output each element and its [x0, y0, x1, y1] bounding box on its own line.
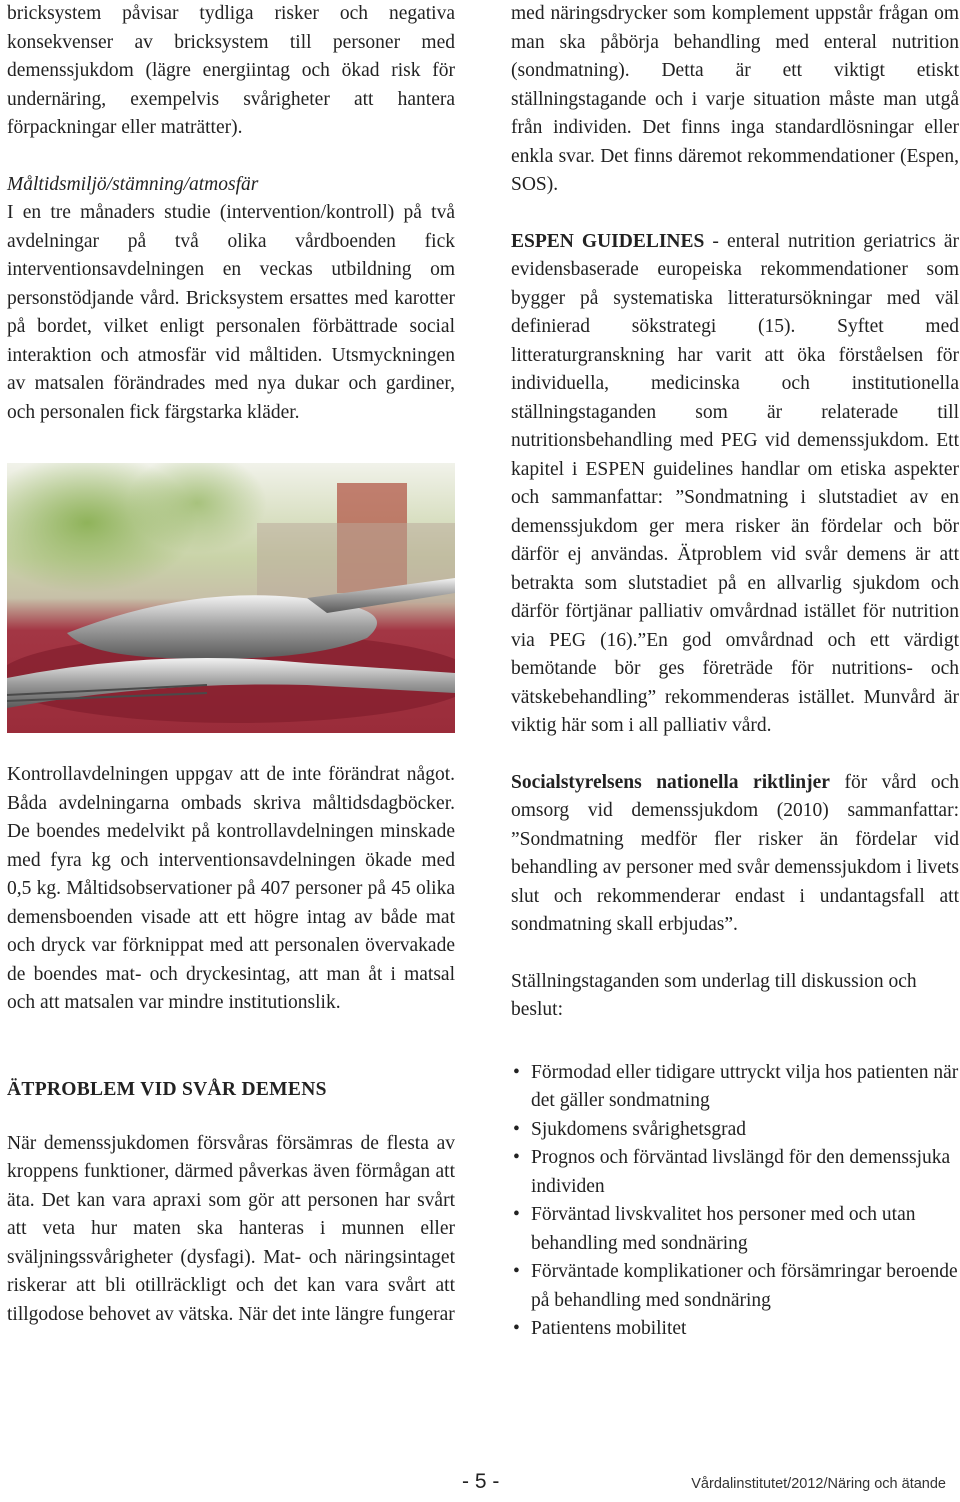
list-intro: Ställningstaganden som underlag till diskussion och beslut:	[511, 970, 917, 1020]
considerations-list	[511, 1059, 959, 1344]
list-item: • Patientens mobilitet	[511, 1315, 959, 1344]
socialstyrelsen-label: Socialstyrelsens nationella riktlinjer	[511, 771, 830, 793]
list-item: • Sjukdomens svårighetsgrad	[511, 1116, 959, 1145]
left-column	[7, 0, 455, 1329]
socialstyrelsen-text: för vård och omsorg vid demenssjukdom (2010) sammanfattar: ”Sondmatning medför fler risker än fördelar vid behandling av personer med svår demenssjukdom i livets slut och rekommenderar endast i undantagsfall att sondmatning skall erbjudas”.	[511, 771, 959, 935]
right-column	[511, 0, 959, 1344]
page-number: - 5 -	[462, 1470, 500, 1493]
paragraph-espen	[511, 228, 959, 741]
espen-text: - enteral nutrition geriatrics är evidensbaserade europeiska rekommendationer som bygger på systematiska litteratursökningar med väl definierad sökstrategi (15). Syftet med litteraturgranskning har varit att öka förståelsen för individuella, medicinska och institutionella ställningstaganden som är relaterade till nutritionsbehandling med PEG vid demenssjukdom. Ett kapitel i ESPEN guidelines handlar om etiska aspekter och sammanfattar: ”Sondmatning i slutstadiet av en demenssjukdom ger mera risker än fördelar och bör därför ej användas. Ätproblem vid svår demens är att betrakta som slutstadiet på en allvarlig sjukdom och därför förtjänar palliativ omvårdnad istället för nutrition via PEG (16).”En god omvårdnad och ett värdigt bemötande bör ges företräde för nutritions- och vätskebehandling” rekommenderas istället. Munvård är viktig här som i all palliativ vård.	[511, 230, 959, 736]
list-item: • Förväntade komplikationer och försämringar beroende på behandling med sondnäring	[511, 1258, 959, 1315]
fork-spoon-image	[7, 463, 455, 733]
paragraph-control-ward: Kontrollavdelningen uppgav att de inte förändrat något. Båda avdelningarna ombads skriva måltidsdagböcker. De boendes medelvikt på kontrollavdelningen minskade med fyra kg och interventionsavdelningen ökade med 0,5 kg. Måltidsobservationer på 407 personer på 45 olika demensboenden visade att ett högre intag av både mat och dryck var förknippat med att personalen övervakade de boendes mat- och dryckesintag, att man åt i matsal och att matsalen var mindre institutionslik.	[7, 764, 455, 1013]
paragraph-enteral-nutrition: med näringsdrycker som komplement uppstår frågan om man ska påbörja behandling med enteral nutrition (sondmatning). Detta är ett viktigt etiskt ställningstagande och i varje situation måste man utgå från individen. Det finns inga standardlösningar eller enkla svar. Det finns däremot rekommendationer (Espen, SOS).	[511, 3, 959, 195]
paragraph-study: I en tre månaders studie (intervention/kontroll) på två avdelningar på två olika vårdboenden fick interventionsavdelningen en veckas utbildning om personstödjande vård. Bricksystem ersattes med karotter på bordet, vilket enligt personalen förbättrade social interaktion och atmosfär vid måltiden. Utsmyckningen av matsalen förändrades med nya dukar och gardiner, och personalen fick färgstarka kläder.	[7, 202, 455, 423]
paragraph-severe-dementia: När demenssjukdomen försvåras försämras de flesta av kroppens funktioner, därmed påverkas även förmågan att äta. Det kan vara apraxi som gör att personen har svårt att veta hur maten ska hanteras i munnen eller sväljningssvårigheter (dysfagi). Mat- och näringsintaget riskerar att bli otillräckligt och det kan vara svårt att tillgodose behovet av vätska. När det inte längre fungerar	[7, 1132, 455, 1325]
paragraph-socialstyrelsen	[511, 769, 959, 940]
list-item: • Förmodad eller tidigare uttryckt vilja hos patienten när det gäller sondmatning	[511, 1059, 959, 1116]
espen-label: ESPEN GUIDELINES	[511, 230, 705, 252]
cutlery-photo	[7, 463, 455, 733]
list-item: • Prognos och förväntad livslängd för den demenssjuka individen	[511, 1144, 959, 1201]
list-item: • Förväntad livskvalitet hos personer med och utan behandling med sondnäring	[511, 1201, 959, 1258]
footer-publication: Vårdalinstitutet/2012/Näring och ätande	[691, 1476, 946, 1492]
section-heading: ÄTPROBLEM VID SVÅR DEMENS	[7, 1078, 327, 1100]
paragraph-bricksystem: bricksystem påvisar tydliga risker och negativa konsekvenser av bricksystem till personer med demenssjukdom (lägre energiintag och ökad risk för undernäring, exempelvis svårigheter att hantera förpackningar eller maträtter).	[7, 3, 455, 138]
subheading-meal-environment: Måltidsmiljö/stämning/atmosfär	[7, 173, 259, 195]
